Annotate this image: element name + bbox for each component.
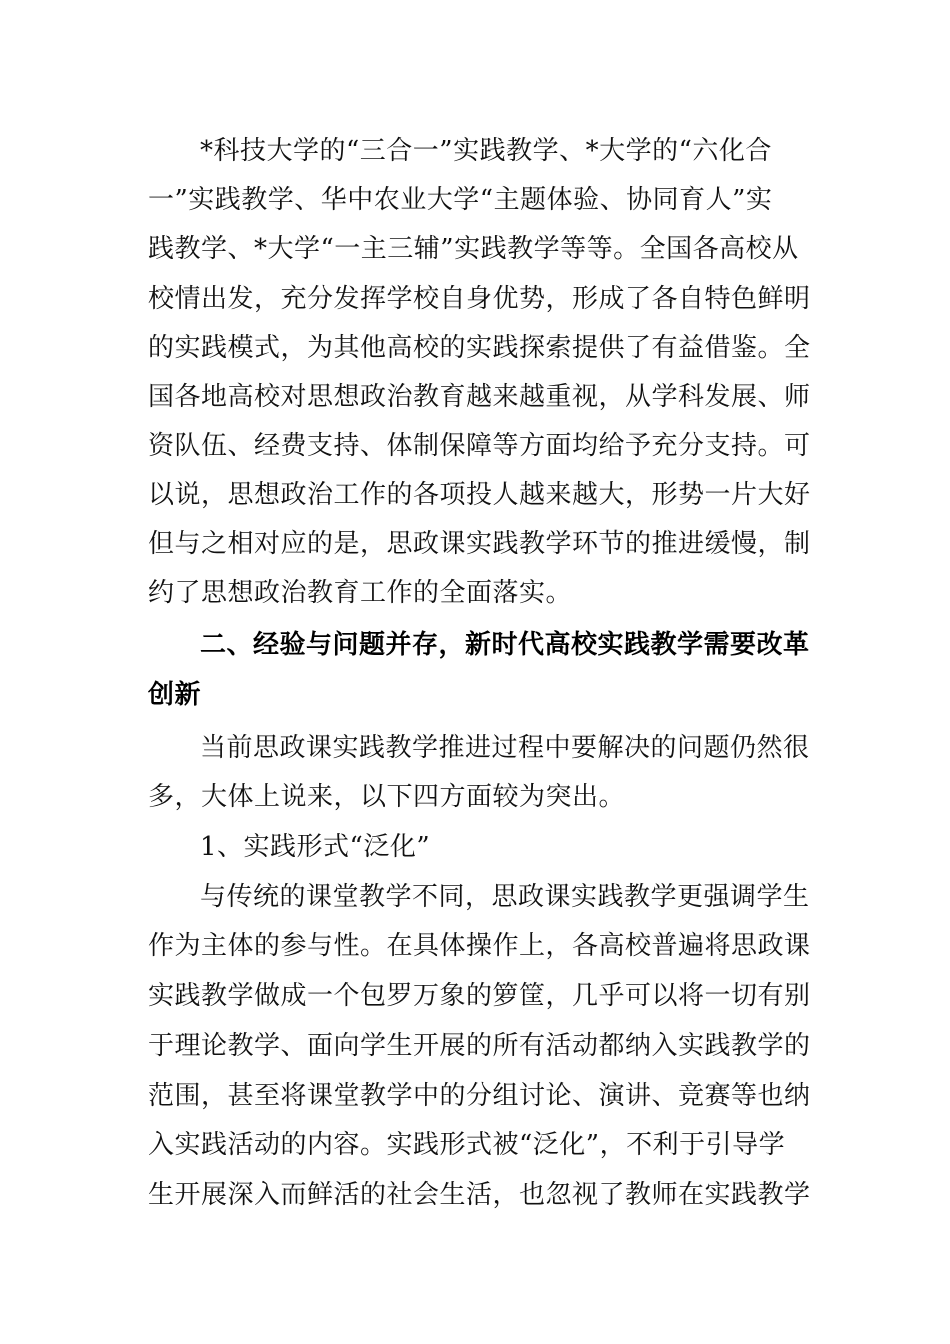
paragraph-line: 多，大体上说来，以下四方面较为突出。 bbox=[148, 782, 626, 812]
section-heading: 二、经验与问题并存，新时代高校实践教学需要改革 bbox=[200, 630, 810, 660]
paragraph-line: 入实践活动的内容。实践形式被“泛化”，不利于引导学 bbox=[148, 1130, 786, 1160]
section-heading-continued: 创新 bbox=[148, 680, 202, 710]
paragraph-line: 资队伍、经费支持、体制保障等方面均给予充分支持。可 bbox=[148, 431, 811, 461]
paragraph-line: 践教学、*大学“一主三辅”实践教学等等。全国各高校从 bbox=[148, 234, 799, 264]
paragraph-line: 以说，思想政治工作的各项投人越来越大，形势一片大好 bbox=[148, 480, 811, 510]
paragraph-line: 实践教学做成一个包罗万象的箩筐，几乎可以将一切有别 bbox=[148, 981, 811, 1011]
paragraph-line: 范围，甚至将课堂教学中的分组讨论、演讲、竞赛等也纳 bbox=[148, 1081, 811, 1111]
paragraph-line: 一”实践教学、华中农业大学“主题体验、协同育人”实 bbox=[148, 185, 773, 215]
paragraph-line: 于理论教学、面向学生开展的所有活动都纳入实践教学的 bbox=[148, 1031, 811, 1061]
paragraph-line: 约了思想政治教育工作的全面落实。 bbox=[148, 578, 573, 608]
paragraph-line: 但与之相对应的是，思政课实践教学环节的推进缓慢，制 bbox=[148, 529, 811, 559]
paragraph-line: 当前思政课实践教学推进过程中要解决的问题仍然很 bbox=[200, 733, 810, 763]
paragraph-line: 与传统的课堂教学不同，思政课实践教学更强调学生 bbox=[200, 882, 810, 912]
subsection-heading: 1、实践形式“泛化” bbox=[200, 832, 431, 862]
paragraph-line: 国各地高校对思想政治教育越来越重视，从学科发展、师 bbox=[148, 382, 811, 412]
paragraph-line: 的实践模式，为其他高校的实践探索提供了有益借鉴。全 bbox=[148, 333, 811, 363]
paragraph-line: 校情出发，充分发挥学校自身优势，形成了各自特色鲜明 bbox=[148, 284, 811, 314]
paragraph-line: 生开展深入而鲜活的社会生活，也忽视了教师在实践教学 bbox=[148, 1180, 811, 1210]
paragraph-line: *科技大学的“三合一”实践教学、*大学的“六化合 bbox=[200, 136, 772, 166]
paragraph-line: 作为主体的参与性。在具体操作上，各高校普遍将思政课 bbox=[148, 931, 811, 961]
